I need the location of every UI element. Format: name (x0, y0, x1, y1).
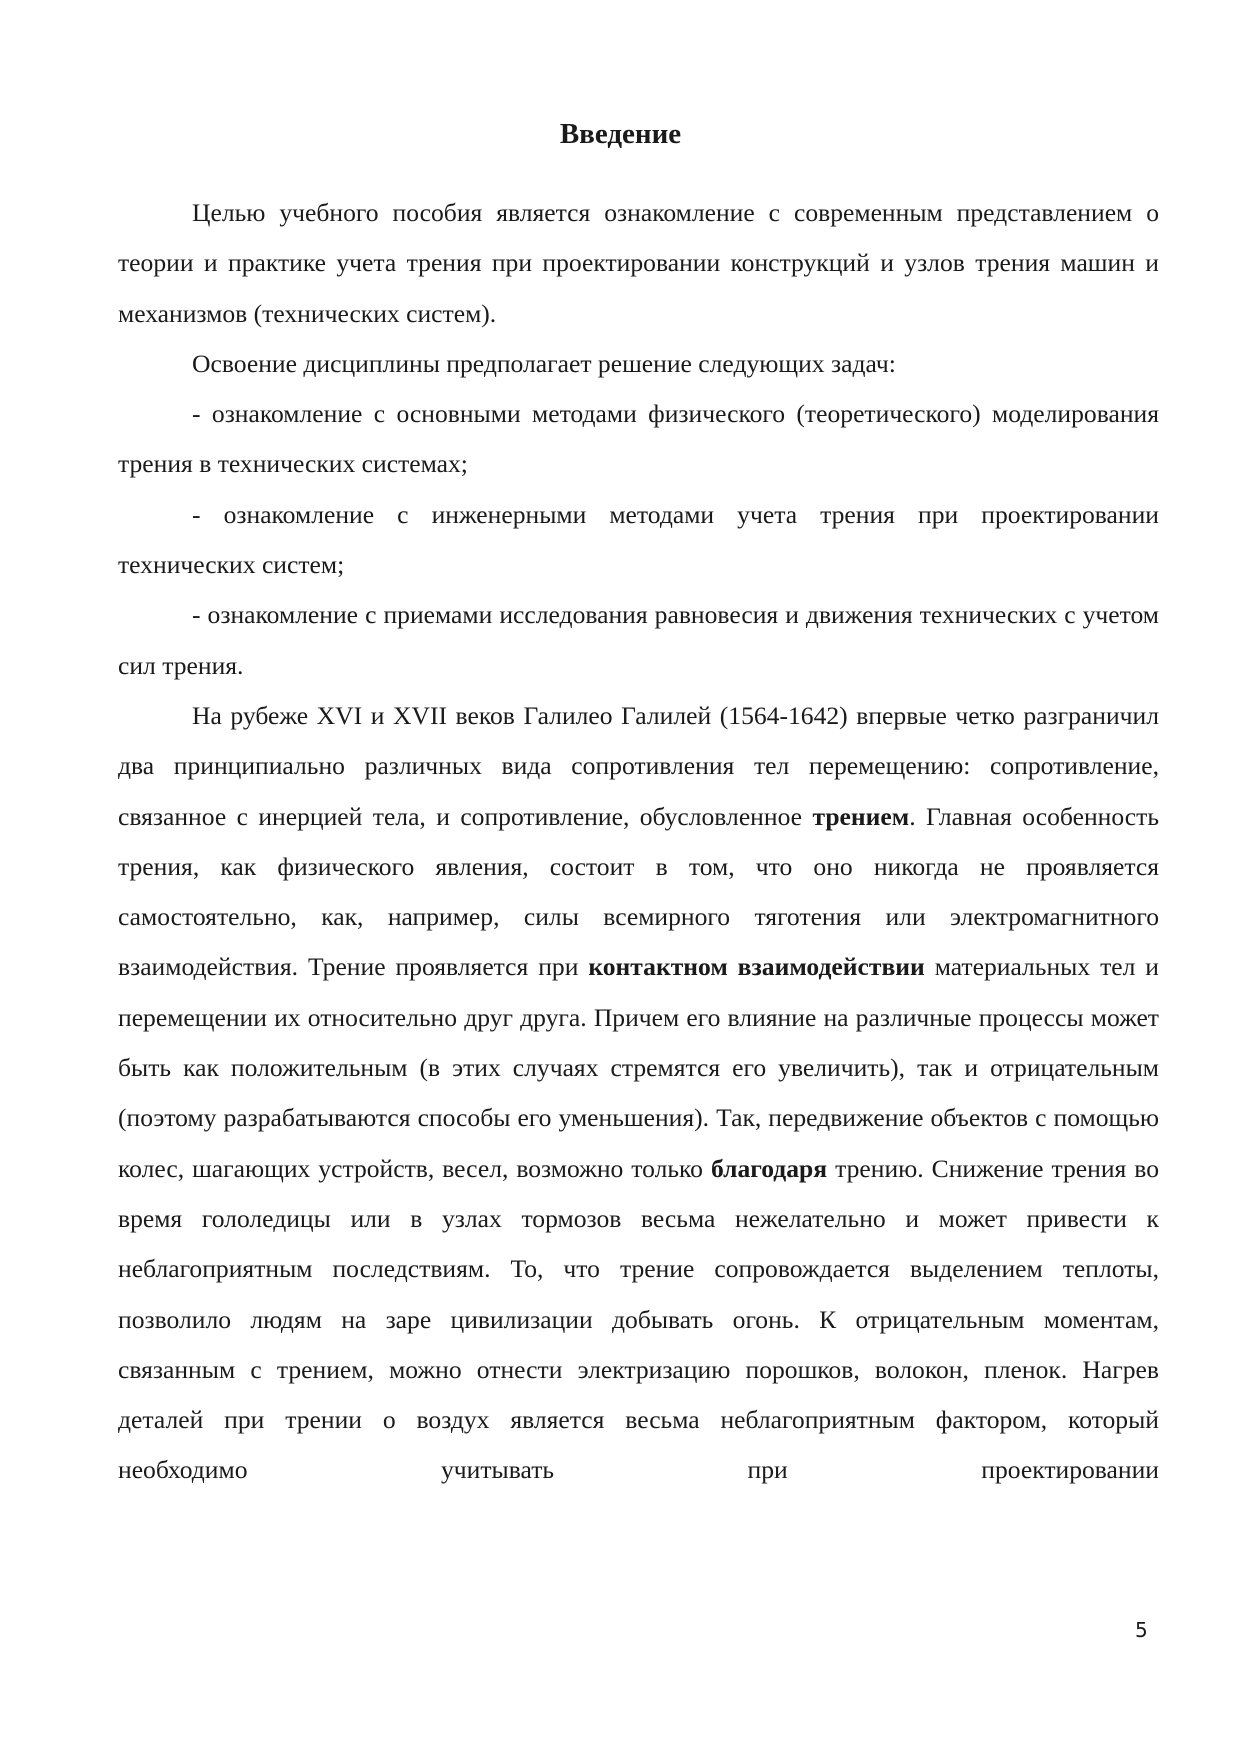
emphasis-thanks-to: благодаря (710, 1153, 828, 1183)
paragraph-history-text-1: На рубеже XVI и XVII веков Галилео Галилей (1564-1642) впервые четко разграничил два принципиально различных вида сопротивления тел перемещению: сопротивление, связанное с инерцией тела, и сопротивление, обусловленное (118, 700, 1159, 831)
emphasis-contact-interaction: контактном взаимодействии (588, 952, 925, 982)
paragraph-purpose: Целью учебного пособия является ознакомление с современным представлением о теории и практике учета трения при проектировании конструкций и узлов трения машин и механизмов (технических систем). (118, 198, 1159, 328)
paragraph-history (118, 691, 1159, 1496)
paragraph-history-text-3: материальных тел и перемещении их относительно друг друга. Причем его влияние на различные процессы может быть как положительным (в этих случаях стремятся его увеличить), так и отрицательным (поэтому разрабатываются способы его уменьшения). Так, передвижение объектов с помощью колес, шагающих устройств, весел, возможно только (118, 952, 1159, 1183)
body-text (118, 188, 1159, 1496)
paragraph-history-text-2: . Главная особенность трения, как физического явления, состоит в том, что оно никогда не проявляется самостоятельно, как, например, силы всемирного тяготения или электромагнитного взаимодействия. Трение проявляется при (118, 801, 1159, 982)
paragraph-history-text-4: трению. Снижение трения во время гололедицы или в узлах тормозов весьма нежелательно и может привести к неблагоприятным последствиям. То, что трение сопровождается выделением теплоты, позволило людям на заре цивилизации добывать огонь. К отрицательным моментам, связанным с трением, можно отнести электризацию порошков, волокон, пленок. Нагрев деталей при трении о воздух является весьма неблагоприятным фактором, который необходимо учитывать при проектировании (118, 1153, 1159, 1485)
paragraph-tasks-intro: Освоение дисциплины предполагает решение следующих задач: (192, 348, 896, 378)
list-item-task-2: - ознакомление с инженерными методами учета трения при проектировании технических систем; (118, 499, 1159, 580)
list-item-task-1: - ознакомление с основными методами физического (теоретического) моделирования трения в технических системах; (118, 399, 1159, 479)
emphasis-friction: трением (812, 801, 910, 831)
page-number: 5 (1135, 1618, 1148, 1642)
list-item-task-3: - ознакомление с приемами исследования равновесия и движения технических с учетом сил трения. (118, 600, 1159, 680)
page-title: Введение (559, 118, 682, 150)
